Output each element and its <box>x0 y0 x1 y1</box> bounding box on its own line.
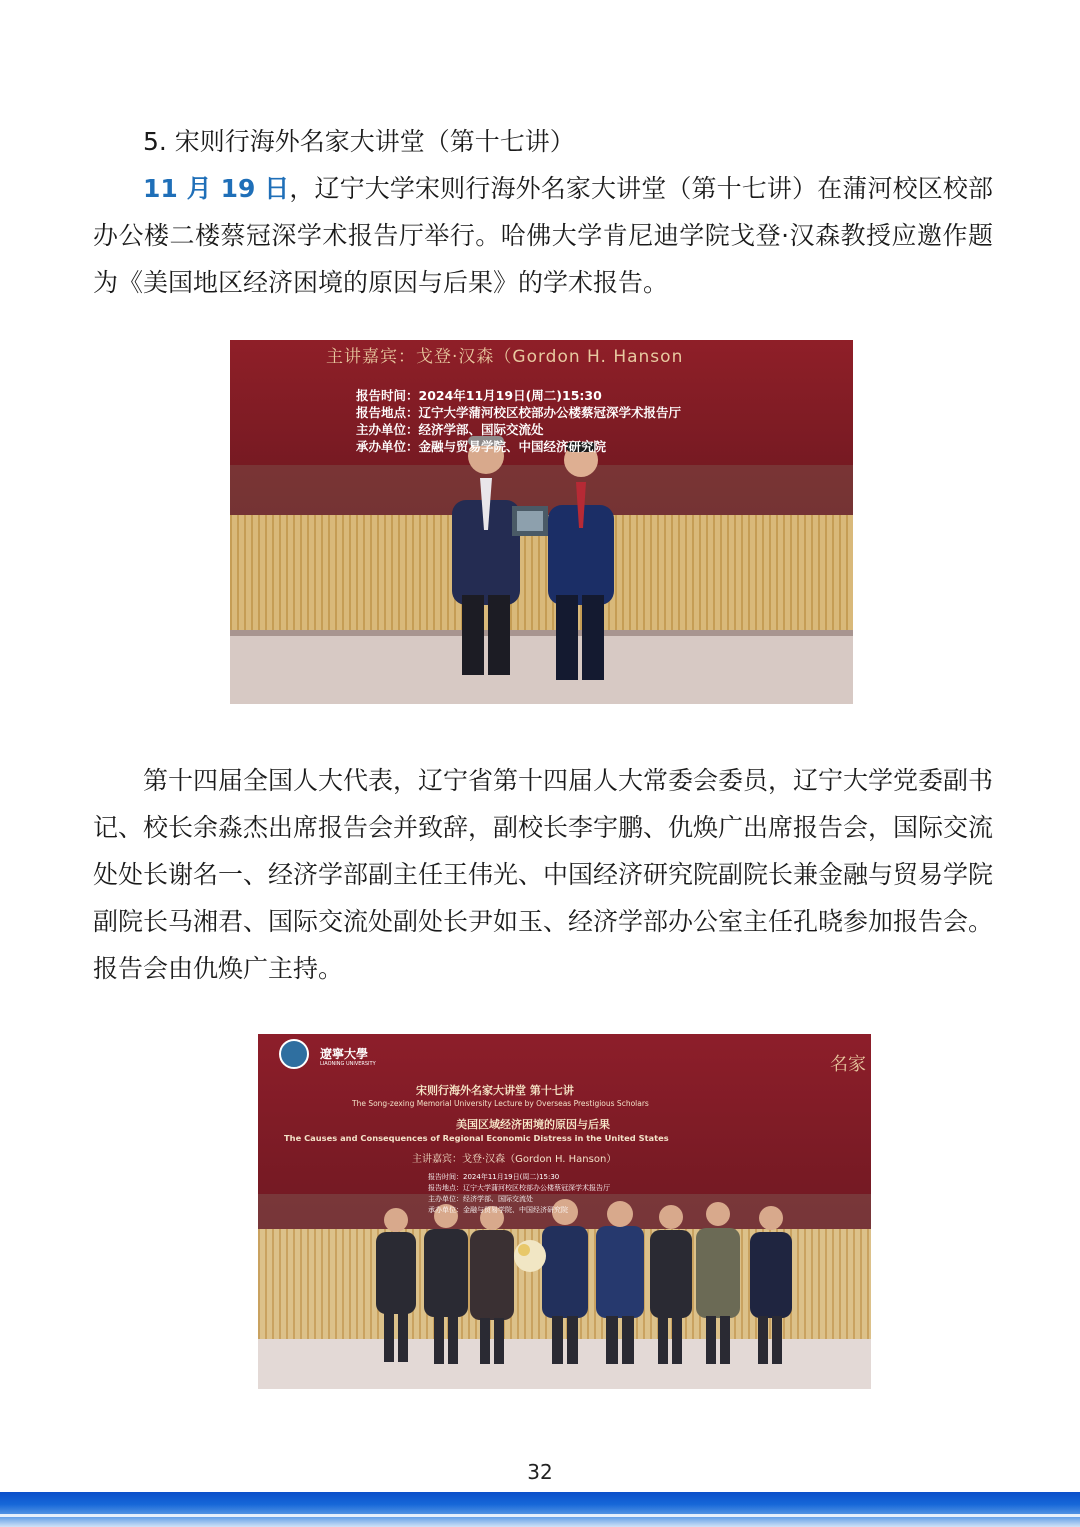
photo2-info-organizer: 承办单位：金融与贸易学院、中国经济研究院 <box>428 1206 568 1214</box>
event-date: 11 月 19 日 <box>143 174 290 203</box>
page-number: 32 <box>527 1460 553 1484</box>
photo2-topic-cn: 美国区域经济困境的原因与后果 <box>456 1118 610 1131</box>
photo2-topic-en: The Causes and Consequences of Regional Economic Distress in the United States <box>284 1133 669 1143</box>
photo1-info-host: 主办单位：经济学部、国际交流处 <box>356 422 544 437</box>
photo2-corner-calligraphy: 名家 <box>830 1054 866 1075</box>
footer-band <box>0 1492 1080 1527</box>
photo2-info-venue: 报告地点：辽宁大学蒲河校区校部办公楼蔡冠深学术报告厅 <box>428 1184 610 1192</box>
photo1-info-organizer: 承办单位：金融与贸易学院、中国经济研究院 <box>356 439 607 454</box>
photo1-speaker-banner: 主讲嘉宾：戈登·汉森（Gordon H. Hanson <box>326 347 684 367</box>
photo2-lecture-title-en: The Song-zexing Memorial University Lecture by Overseas Prestigious Scholars <box>352 1099 649 1108</box>
photo2-university-logo-subtext: LIAONING UNIVERSITY <box>320 1061 376 1067</box>
photo2-speaker-line: 主讲嘉宾：戈登·汉森（Gordon H. Hanson） <box>412 1154 617 1165</box>
photo2-info-host: 主办单位：经济学部、国际交流处 <box>428 1195 533 1203</box>
photo-gift-presentation <box>230 340 853 704</box>
paragraph-intro-text: ，辽宁大学宋则行海外名家大讲堂（第十七讲）在蒲河校区校部办公楼二楼蔡冠深学术报告厅举行。哈佛大学肯尼迪学院戈登·汉森教授应邀作题为《美国地区经济困境的原因与后果》的学术报告。 <box>93 174 993 297</box>
paragraph-attendees: 第十四届全国人大代表，辽宁省第十四届人大常委会委员，辽宁大学党委副书记、校长余淼杰出席报告会并致辞，副校长李宇鹏、仇焕广出席报告会，国际交流处处长谢名一、经济学部副主任王伟光、中国经济研究院副院长兼金融与贸易学院副院长马湘君、国际交流处副处长尹如玉、经济学部办公室主任孔晓参加报告会。报告会由仇焕广主持。 <box>93 766 994 983</box>
paragraph-event-intro <box>93 165 993 306</box>
photo2-info-time: 报告时间：2024年11月19日(周二)15:30 <box>428 1173 560 1181</box>
photo2-university-logo-text: 遼寧大學 <box>320 1047 369 1061</box>
photo-group <box>258 1034 871 1389</box>
section-heading: 5. 宋则行海外名家大讲堂（第十七讲） <box>143 127 575 156</box>
photo1-info-venue: 报告地点：辽宁大学蒲河校区校部办公楼蔡冠深学术报告厅 <box>356 405 682 420</box>
photo1-info-time: 报告时间：2024年11月19日(周二)15:30 <box>356 388 602 403</box>
photo2-lecture-title-cn: 宋则行海外名家大讲堂 第十七讲 <box>416 1084 574 1097</box>
